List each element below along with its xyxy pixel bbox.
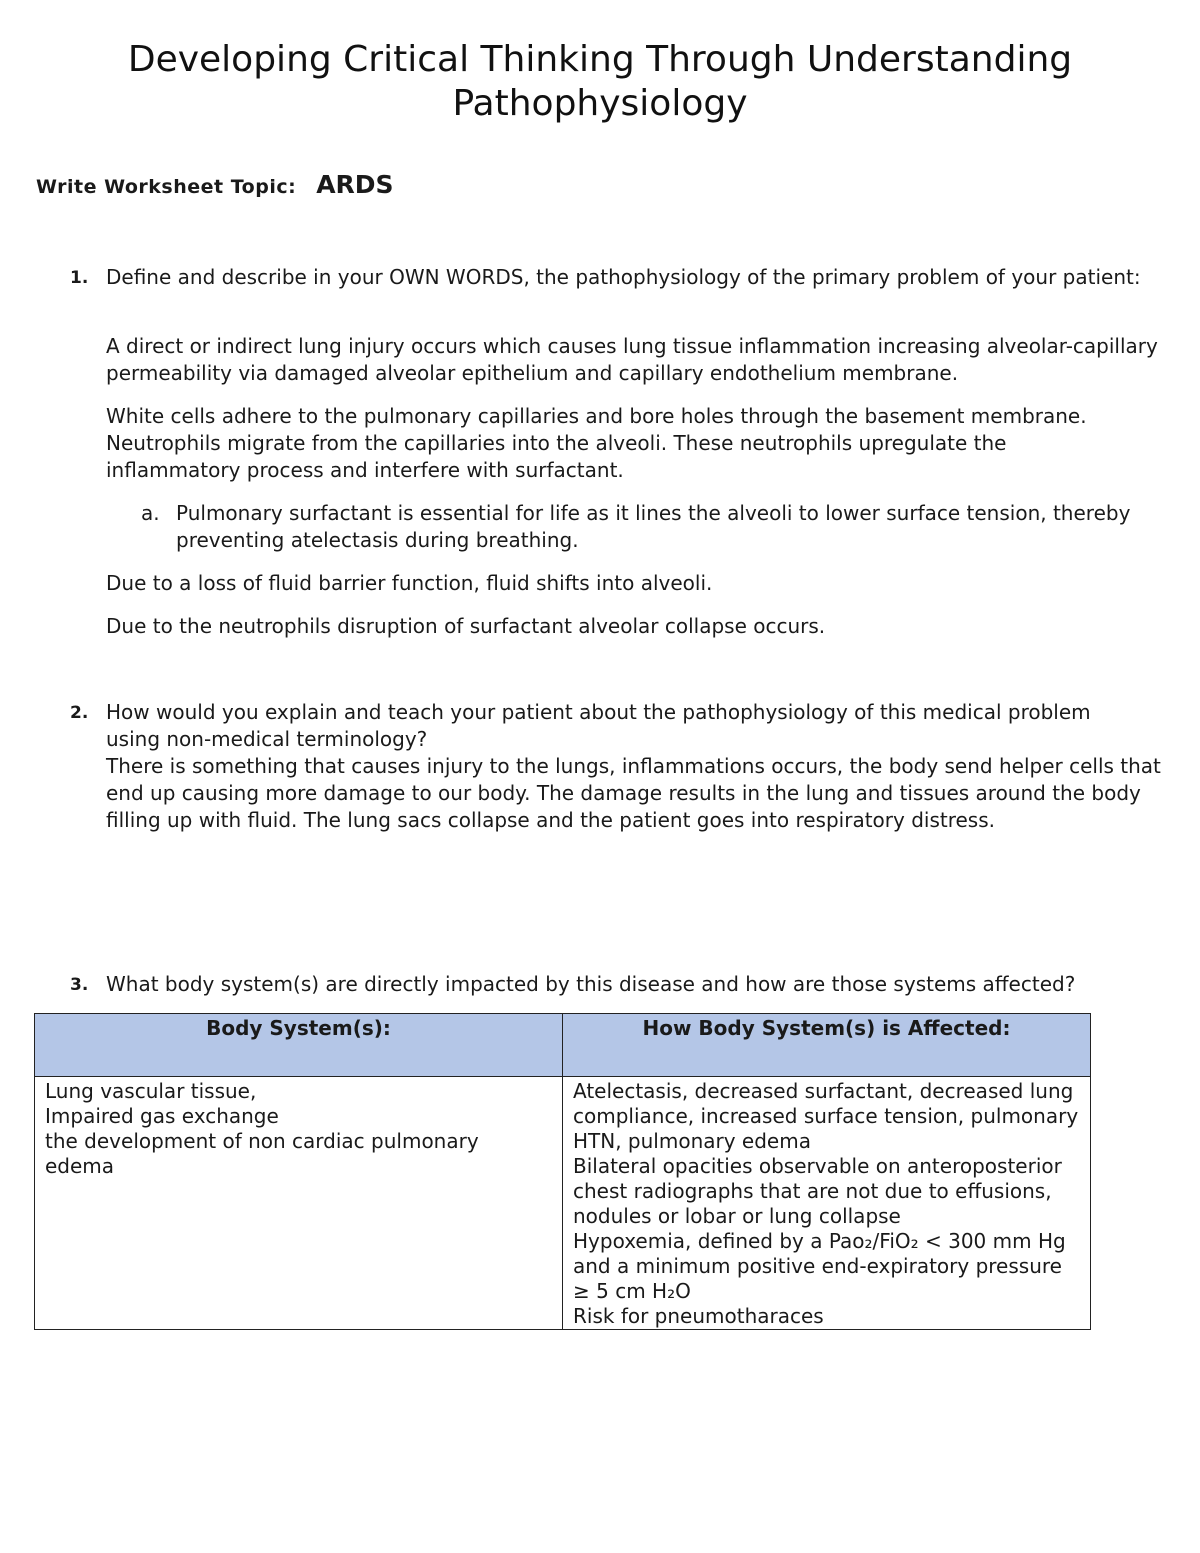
topic-value: ARDS bbox=[316, 170, 394, 199]
body-system-line: Lung vascular tissue, bbox=[45, 1079, 257, 1103]
question-2-number: 2. bbox=[70, 703, 89, 723]
header-how-affected: How Body System(s) is Affected: bbox=[563, 1014, 1091, 1077]
table-header-row bbox=[35, 1014, 1091, 1077]
question-1-sub-text: Pulmonary surfactant is essential for life as it lines the alveoli to lower surface tension, thereby preventing atelectasis during breathing. bbox=[176, 501, 1131, 552]
question-2-text: How would you explain and teach your patient about the pathophysiology of this medical problem using non-medical terminology? bbox=[106, 700, 1091, 751]
question-3-text: What body system(s) are directly impacted by this disease and how are those systems affected? bbox=[106, 972, 1076, 996]
body-system-line: Impaired gas exchange bbox=[45, 1104, 279, 1128]
body-systems-cell bbox=[35, 1077, 563, 1330]
how-affected-cell bbox=[563, 1077, 1091, 1330]
question-1-paragraph-2: White cells adhere to the pulmonary capillaries and bore holes through the basement membrane. Neutrophils migrate from the capillaries into the alveoli. These neutrophils upregulate the inflammatory process and interfere with surfactant. bbox=[106, 404, 1087, 482]
page-title: Developing Critical Thinking Through Understanding Pathophysiology bbox=[127, 39, 1073, 124]
effect-line: Risk for pneumotharaces bbox=[573, 1304, 824, 1328]
body-system-line: the development of non cardiac pulmonary edema bbox=[45, 1129, 479, 1178]
question-1-number: 1. bbox=[70, 268, 89, 288]
question-1-text: Define and describe in your OWN WORDS, the pathophysiology of the primary problem of your patient: bbox=[106, 265, 1141, 289]
topic-label: Write Worksheet Topic: bbox=[36, 176, 297, 198]
topic-row bbox=[36, 170, 394, 199]
effect-line: Bilateral opacities observable on anteroposterior chest radiographs that are not due to effusions, nodules or lobar or lung collapse bbox=[573, 1154, 1062, 1228]
question-1-paragraph-4: Due to the neutrophils disruption of surfactant alveolar collapse occurs. bbox=[106, 614, 826, 638]
question-1-paragraph-3: Due to a loss of fluid barrier function, fluid shifts into alveoli. bbox=[106, 571, 713, 595]
question-3-number: 3. bbox=[70, 975, 89, 995]
effect-line: Hypoxemia, defined by a Pao₂/FiO₂ < 300 mm Hg and a minimum positive end-expiratory pressure ≥ 5 cm H₂O bbox=[573, 1229, 1066, 1303]
body-systems-table bbox=[34, 1013, 1091, 1330]
table-row bbox=[35, 1077, 1091, 1330]
header-body-systems: Body System(s): bbox=[35, 1014, 563, 1077]
question-1-sub-letter: a. bbox=[141, 501, 160, 525]
question-2-answer: There is something that causes injury to the lungs, inflammations occurs, the body send helper cells that end up causing more damage to our body. The damage results in the lung and tissues around the body filling up with fluid. The lung sacs collapse and the patient goes into respiratory distress. bbox=[106, 754, 1161, 832]
question-1-paragraph-1: A direct or indirect lung injury occurs which causes lung tissue inflammation increasing alveolar-capillary permeability via damaged alveolar epithelium and capillary endothelium membrane. bbox=[106, 334, 1158, 385]
effect-line: Atelectasis, decreased surfactant, decreased lung compliance, increased surface tension, pulmonary HTN, pulmonary edema bbox=[573, 1079, 1079, 1153]
